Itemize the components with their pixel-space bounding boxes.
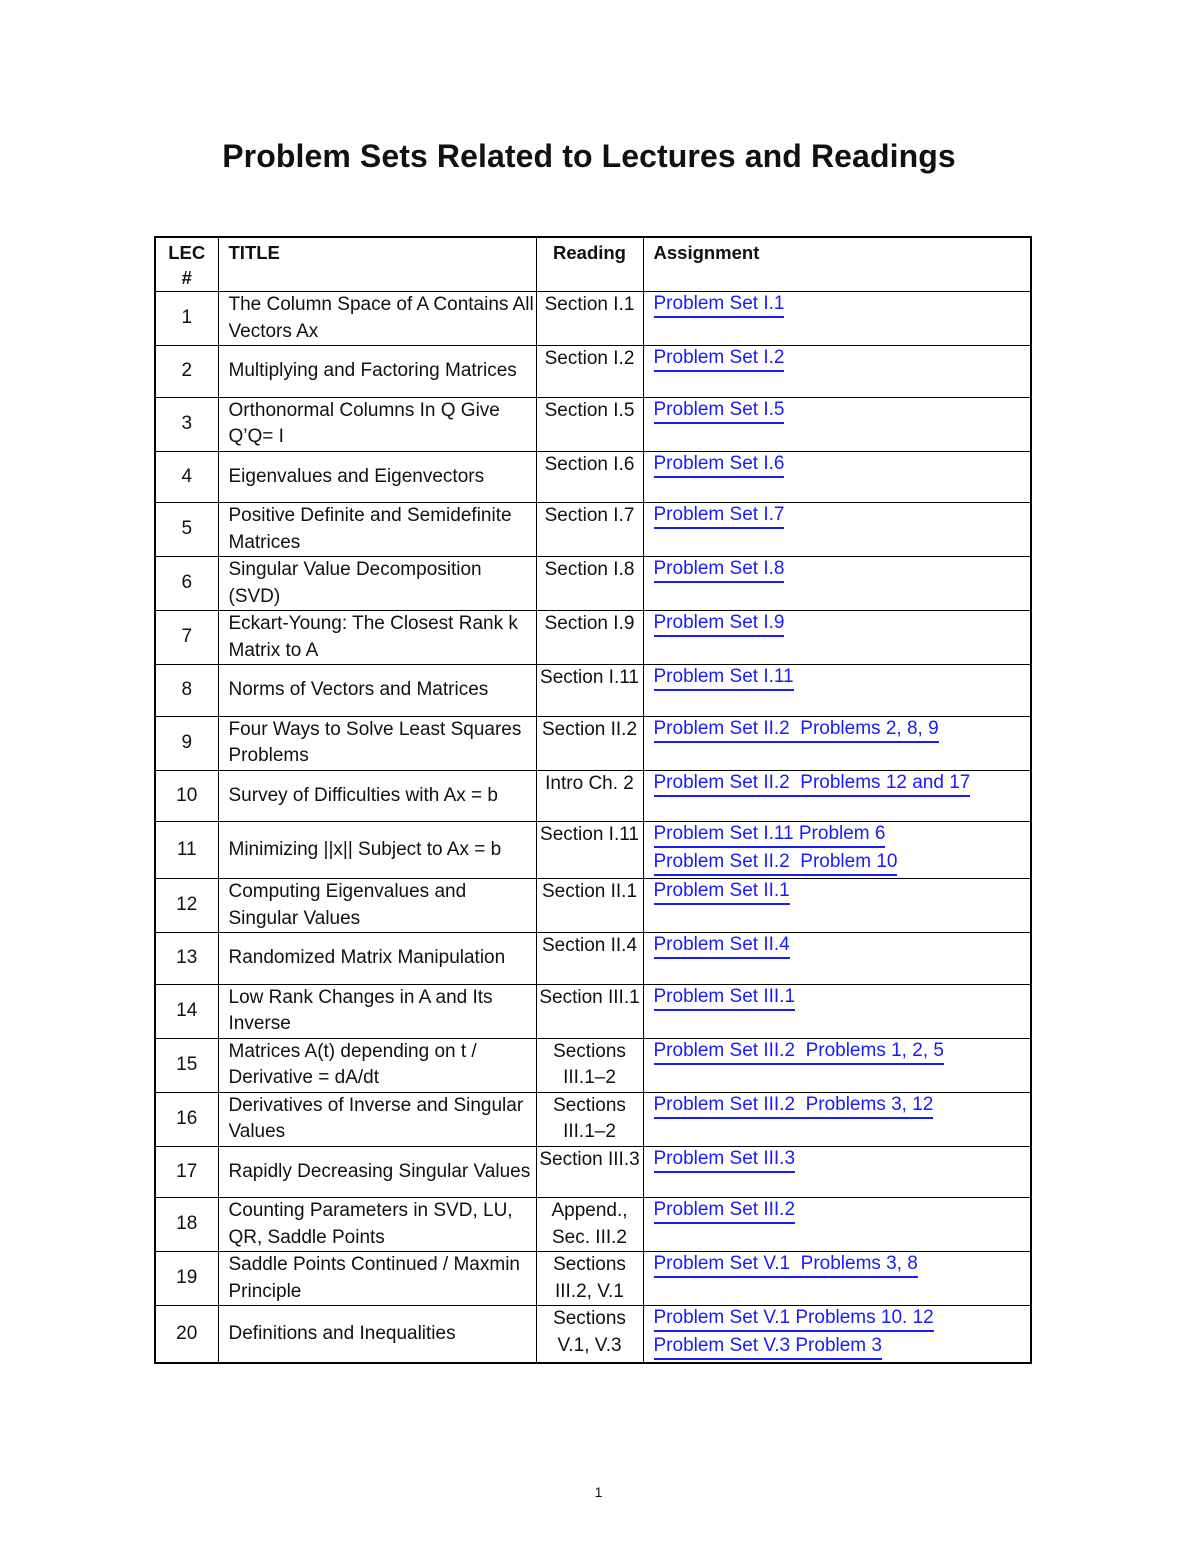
lecture-title: Norms of Vectors and Matrices [218,665,536,717]
assignment-cell [643,292,1031,346]
lecture-number: 13 [155,933,218,985]
page-number: 1 [594,1484,603,1500]
page-title: Problem Sets Related to Lectures and Readings [222,138,956,174]
problem-set-link[interactable]: Problem Set II.2 Problems 2, 8, 9 [654,717,939,743]
assignment-cell [643,611,1031,665]
reading-section: Section I.11 [536,665,643,717]
lecture-number: 15 [155,1038,218,1092]
assignment-cell [643,1146,1031,1198]
assignment-cell [643,346,1031,398]
assignment-cell [643,1092,1031,1146]
assignment-cell [643,397,1031,451]
lecture-number: 6 [155,557,218,611]
table-row [155,1092,1031,1146]
lecture-number: 18 [155,1198,218,1252]
problem-set-link[interactable]: Problem Set I.5 [654,398,785,424]
reading-section: Section II.4 [536,933,643,985]
lecture-title: The Column Space of A Contains All Vectors Ax [218,292,536,346]
problem-set-link[interactable]: Problem Set II.1 [654,879,790,905]
problem-set-link[interactable]: Problem Set I.1 [654,292,785,318]
reading-section: Intro Ch. 2 [536,770,643,822]
lecture-number: 17 [155,1146,218,1198]
assignment-cell [643,665,1031,717]
assignment-cell [643,770,1031,822]
table-row [155,292,1031,346]
problem-set-link[interactable]: Problem Set I.11 Problem 6 [654,822,886,848]
lecture-title: Definitions and Inequalities [218,1306,536,1364]
problem-set-link[interactable]: Problem Set I.2 [654,346,785,372]
problem-set-link[interactable]: Problem Set II.2 Problems 12 and 17 [654,771,971,797]
lecture-number: 4 [155,451,218,503]
problem-set-link[interactable]: Problem Set I.11 [654,665,794,691]
problem-set-link[interactable]: Problem Set I.7 [654,503,785,529]
lecture-number: 10 [155,770,218,822]
lecture-number: 19 [155,1252,218,1306]
reading-section: Section I.11 [536,822,643,879]
table-row [155,933,1031,985]
lecture-number: 2 [155,346,218,398]
table-row [155,503,1031,557]
problem-set-link[interactable]: Problem Set I.9 [654,611,785,637]
reading-section: Section I.9 [536,611,643,665]
reading-section: Sections III.1–2 [536,1092,643,1146]
lecture-title: Saddle Points Continued / Maxmin Principle [218,1252,536,1306]
assignment-cell [643,933,1031,985]
header-title: TITLE [218,237,536,292]
lecture-number: 5 [155,503,218,557]
assignment-cell [643,1252,1031,1306]
lecture-title: Matrices A(t) depending on t / Derivative = dA/dt [218,1038,536,1092]
lecture-number: 20 [155,1306,218,1364]
reading-section: Section I.2 [536,346,643,398]
lecture-title: Survey of Difficulties with Ax = b [218,770,536,822]
lecture-title: Rapidly Decreasing Singular Values [218,1146,536,1198]
table-row [155,346,1031,398]
problem-set-link[interactable]: Problem Set II.2 Problem 10 [654,850,898,876]
problem-set-link[interactable]: Problem Set III.3 [654,1147,796,1173]
assignment-cell [643,557,1031,611]
lecture-title: Eigenvalues and Eigenvectors [218,451,536,503]
table-row [155,1038,1031,1092]
reading-section: Sections V.1, V.3 [536,1306,643,1364]
lecture-title: Derivatives of Inverse and Singular Values [218,1092,536,1146]
table-row [155,557,1031,611]
lecture-title: Counting Parameters in SVD, LU, QR, Saddle Points [218,1198,536,1252]
problem-sets-table [154,236,1032,1364]
table-row [155,984,1031,1038]
problem-set-link[interactable]: Problem Set III.2 Problems 3, 12 [654,1093,934,1119]
lecture-number: 16 [155,1092,218,1146]
reading-section: Section I.7 [536,503,643,557]
table-row [155,716,1031,770]
reading-section: Section I.6 [536,451,643,503]
lecture-title: Minimizing ||x|| Subject to Ax = b [218,822,536,879]
problem-set-link[interactable]: Problem Set V.3 Problem 3 [654,1334,882,1360]
problem-set-link[interactable]: Problem Set I.6 [654,452,785,478]
reading-section: Section III.1 [536,984,643,1038]
header-reading: Reading [536,237,643,292]
lecture-title: Computing Eigenvalues and Singular Values [218,879,536,933]
lecture-number: 11 [155,822,218,879]
table-row [155,1252,1031,1306]
lecture-number: 12 [155,879,218,933]
table-row [155,397,1031,451]
problem-set-link[interactable]: Problem Set V.1 Problems 10. 12 [654,1306,934,1332]
table-row [155,1306,1031,1364]
table-body [155,292,1031,1364]
lecture-number: 8 [155,665,218,717]
lecture-number: 9 [155,716,218,770]
table-row [155,822,1031,879]
problem-set-link[interactable]: Problem Set I.8 [654,557,785,583]
assignment-cell [643,822,1031,879]
lecture-number: 1 [155,292,218,346]
problem-set-link[interactable]: Problem Set III.2 Problems 1, 2, 5 [654,1039,944,1065]
reading-section: Sections III.1–2 [536,1038,643,1092]
table-row [155,770,1031,822]
lecture-number: 3 [155,397,218,451]
lecture-title: Orthonormal Columns In Q Give Q’Q= I [218,397,536,451]
reading-section: Section III.3 [536,1146,643,1198]
assignment-cell [643,1198,1031,1252]
lecture-title: Multiplying and Factoring Matrices [218,346,536,398]
assignment-cell [643,1038,1031,1092]
lecture-title: Four Ways to Solve Least Squares Problems [218,716,536,770]
reading-section: Section I.8 [536,557,643,611]
assignment-cell [643,716,1031,770]
lecture-title: Positive Definite and Semidefinite Matrices [218,503,536,557]
lecture-title: Eckart-Young: The Closest Rank k Matrix to A [218,611,536,665]
assignment-cell [643,451,1031,503]
problem-set-link[interactable]: Problem Set III.1 [654,985,796,1011]
table-row [155,665,1031,717]
lecture-number: 7 [155,611,218,665]
assignment-cell [643,984,1031,1038]
table-header-row [155,237,1031,292]
lecture-number: 14 [155,984,218,1038]
problem-set-link[interactable]: Problem Set III.2 [654,1198,796,1224]
problem-set-link[interactable]: Problem Set II.4 [654,933,790,959]
assignment-cell [643,1306,1031,1364]
lecture-title: Low Rank Changes in A and Its Inverse [218,984,536,1038]
table-row [155,611,1031,665]
table-row [155,1198,1031,1252]
problem-set-link[interactable]: Problem Set V.1 Problems 3, 8 [654,1252,918,1278]
table-row [155,451,1031,503]
reading-section: Append., Sec. III.2 [536,1198,643,1252]
reading-section: Section II.1 [536,879,643,933]
lecture-title: Randomized Matrix Manipulation [218,933,536,985]
lecture-title: Singular Value Decomposition (SVD) [218,557,536,611]
reading-section: Sections III.2, V.1 [536,1252,643,1306]
reading-section: Section I.5 [536,397,643,451]
assignment-cell [643,879,1031,933]
assignment-cell [643,503,1031,557]
table-row [155,879,1031,933]
reading-section: Section I.1 [536,292,643,346]
header-lec: LEC # [155,237,218,292]
reading-section: Section II.2 [536,716,643,770]
table-row [155,1146,1031,1198]
header-assignment: Assignment [643,237,1031,292]
